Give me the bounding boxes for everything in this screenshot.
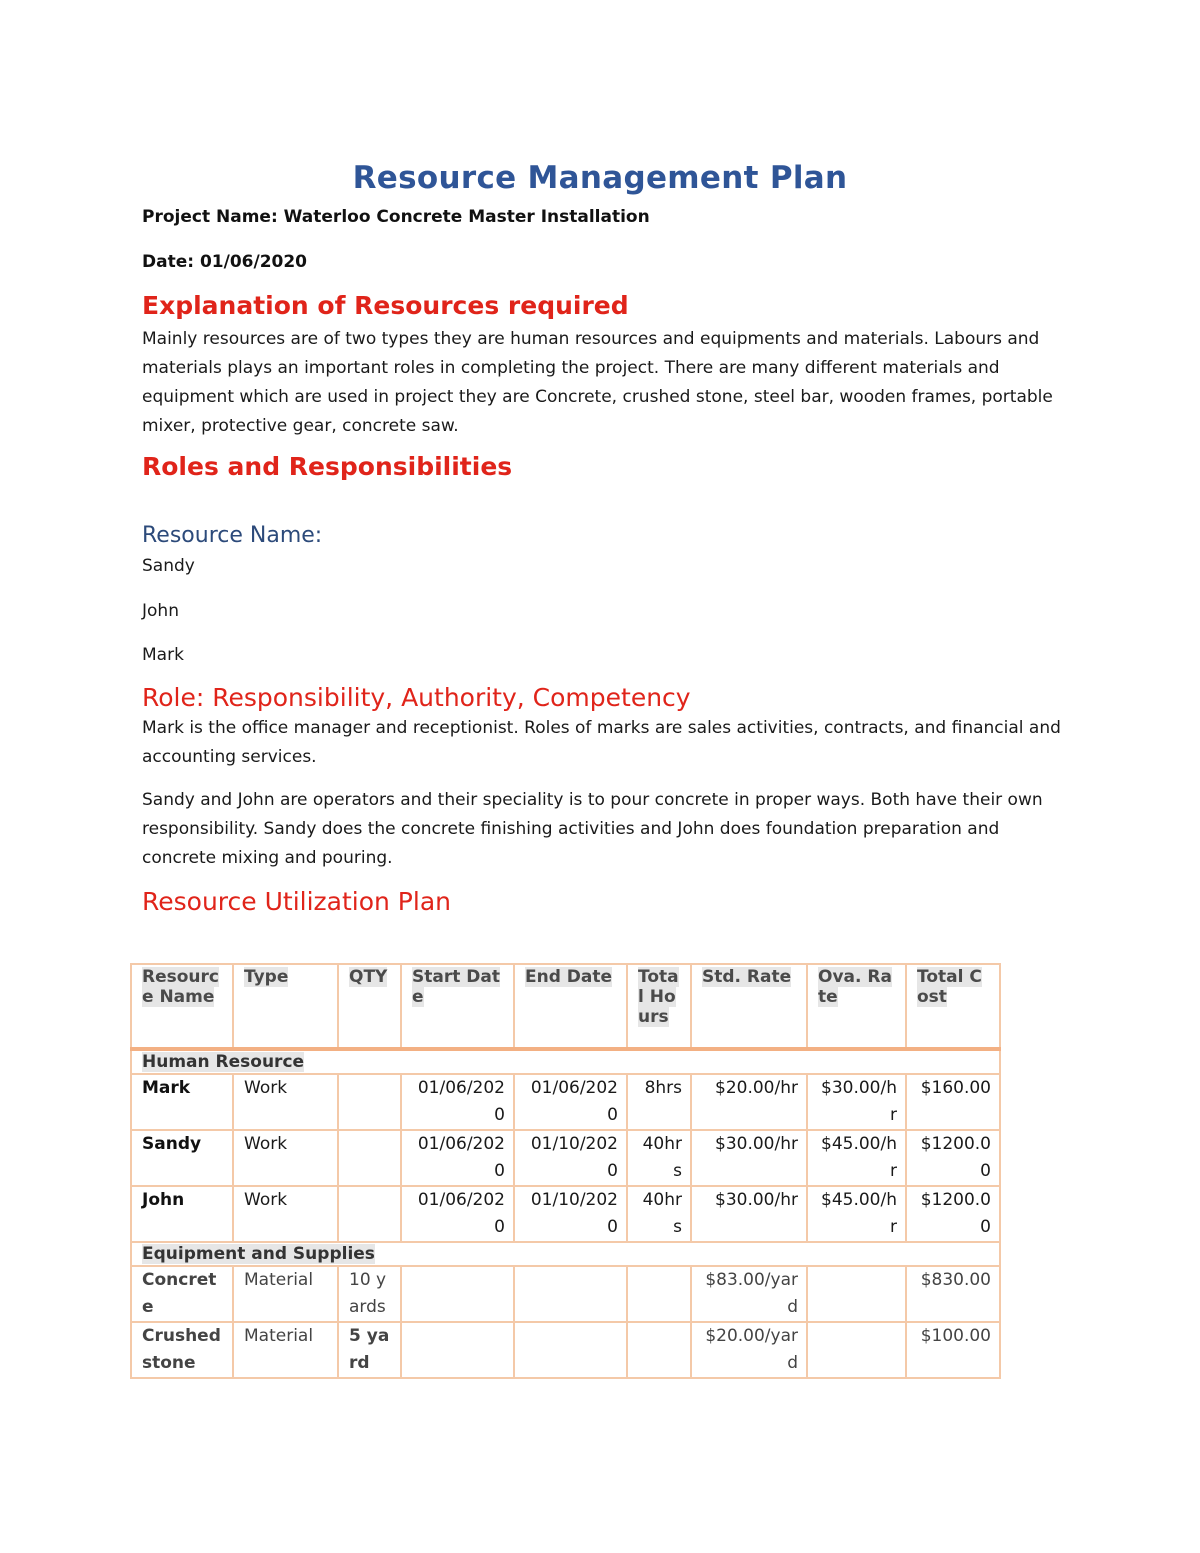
explanation-heading: Explanation of Resources required: [142, 291, 629, 320]
cell-end-date: 01/06/2020: [514, 1074, 627, 1130]
role-paragraph-2: Sandy and John are operators and their speciality is to pour concrete in proper ways. Both have their own responsibility. Sandy does the concrete finishing activities and John does foundation preparation and concrete mixing and pouring.: [142, 790, 1043, 868]
group-label: Equipment and Supplies: [131, 1242, 1000, 1266]
cell-type: Work: [233, 1186, 338, 1242]
role-paragraph-1: Mark is the office manager and receptionist. Roles of marks are sales activities, contracts, and financial and accounting services.: [142, 718, 1061, 767]
col-resource-name: Resource Name: [131, 964, 233, 1049]
col-std-rate: Std. Rate: [691, 964, 807, 1049]
cell-total-cost: $100.00: [906, 1322, 1000, 1378]
cell-resource-name: Mark: [131, 1074, 233, 1130]
cell-type: Work: [233, 1074, 338, 1130]
cell-total-hours: 40hrs: [627, 1130, 691, 1186]
cell-end-date: 01/10/2020: [514, 1186, 627, 1242]
cell-end-date: 01/10/2020: [514, 1130, 627, 1186]
resource-name-heading: Resource Name:: [142, 523, 323, 548]
utilization-heading: Resource Utilization Plan: [142, 887, 451, 916]
roles-heading: Roles and Responsibilities: [142, 452, 513, 481]
cell-end-date: [514, 1322, 627, 1378]
col-qty: QTY: [338, 964, 401, 1049]
cell-total-cost: $830.00: [906, 1266, 1000, 1322]
role-heading: Role: Responsibility, Authority, Competency: [142, 683, 691, 712]
cell-resource-name: Crushed stone: [131, 1322, 233, 1378]
cell-ova-rate: $30.00/hr: [807, 1074, 906, 1130]
cell-ova-rate: $45.00/hr: [807, 1130, 906, 1186]
cell-qty: [338, 1186, 401, 1242]
cell-std-rate: $20.00/yard: [691, 1322, 807, 1378]
cell-std-rate: $20.00/hr: [691, 1074, 807, 1130]
cell-qty: 10 yards: [338, 1266, 401, 1322]
table-row: [131, 1130, 1000, 1186]
resource-name-sandy: Sandy: [142, 556, 195, 576]
col-start-date: Start Date: [401, 964, 514, 1049]
document-date: Date: 01/06/2020: [142, 252, 308, 272]
cell-start-date: [401, 1266, 514, 1322]
col-total-hours: Total Hours: [627, 964, 691, 1049]
cell-start-date: 01/06/2020: [401, 1130, 514, 1186]
cell-resource-name: Concrete: [131, 1266, 233, 1322]
cell-type: Work: [233, 1130, 338, 1186]
cell-total-hours: [627, 1322, 691, 1378]
cell-resource-name: John: [131, 1186, 233, 1242]
cell-start-date: 01/06/2020: [401, 1074, 514, 1130]
cell-total-cost: $1200.00: [906, 1186, 1000, 1242]
cell-qty: 5 yard: [338, 1322, 401, 1378]
cell-resource-name: Sandy: [131, 1130, 233, 1186]
cell-ova-rate: [807, 1266, 906, 1322]
cell-total-cost: $160.00: [906, 1074, 1000, 1130]
explanation-body: Mainly resources are of two types they are human resources and equipments and materials. Labours and materials plays an important roles in completing the project. There are many different materials and equipment which are used in project they are Concrete, crushed stone, steel bar, wooden frames, portable mixer, protective gear, concrete saw.: [142, 329, 1053, 436]
resource-utilization-table: [130, 963, 1001, 1379]
document-title: Resource Management Plan: [352, 160, 848, 196]
cell-total-hours: 8hrs: [627, 1074, 691, 1130]
group-label: Human Resource: [131, 1049, 1000, 1074]
cell-total-hours: 40hrs: [627, 1186, 691, 1242]
cell-total-hours: [627, 1266, 691, 1322]
table-row: [131, 1322, 1000, 1378]
cell-std-rate: $83.00/yard: [691, 1266, 807, 1322]
col-end-date: End Date: [514, 964, 627, 1049]
project-name: Project Name: Waterloo Concrete Master Installation: [142, 207, 650, 227]
table-row: [131, 1186, 1000, 1242]
cell-type: Material: [233, 1322, 338, 1378]
cell-start-date: 01/06/2020: [401, 1186, 514, 1242]
group-row-human-resource: [131, 1049, 1000, 1074]
cell-start-date: [401, 1322, 514, 1378]
resource-name-mark: Mark: [142, 645, 184, 665]
cell-std-rate: $30.00/hr: [691, 1186, 807, 1242]
cell-type: Material: [233, 1266, 338, 1322]
cell-qty: [338, 1074, 401, 1130]
col-total-cost: Total Cost: [906, 964, 1000, 1049]
col-type: Type: [233, 964, 338, 1049]
table-header-row: [131, 964, 1000, 1049]
cell-qty: [338, 1130, 401, 1186]
cell-end-date: [514, 1266, 627, 1322]
cell-std-rate: $30.00/hr: [691, 1130, 807, 1186]
cell-ova-rate: [807, 1322, 906, 1378]
group-row-equipment-supplies: [131, 1242, 1000, 1266]
table-row: [131, 1074, 1000, 1130]
cell-total-cost: $1200.00: [906, 1130, 1000, 1186]
table-row: [131, 1266, 1000, 1322]
cell-ova-rate: $45.00/hr: [807, 1186, 906, 1242]
resource-name-john: John: [142, 601, 179, 621]
col-ova-rate: Ova. Rate: [807, 964, 906, 1049]
